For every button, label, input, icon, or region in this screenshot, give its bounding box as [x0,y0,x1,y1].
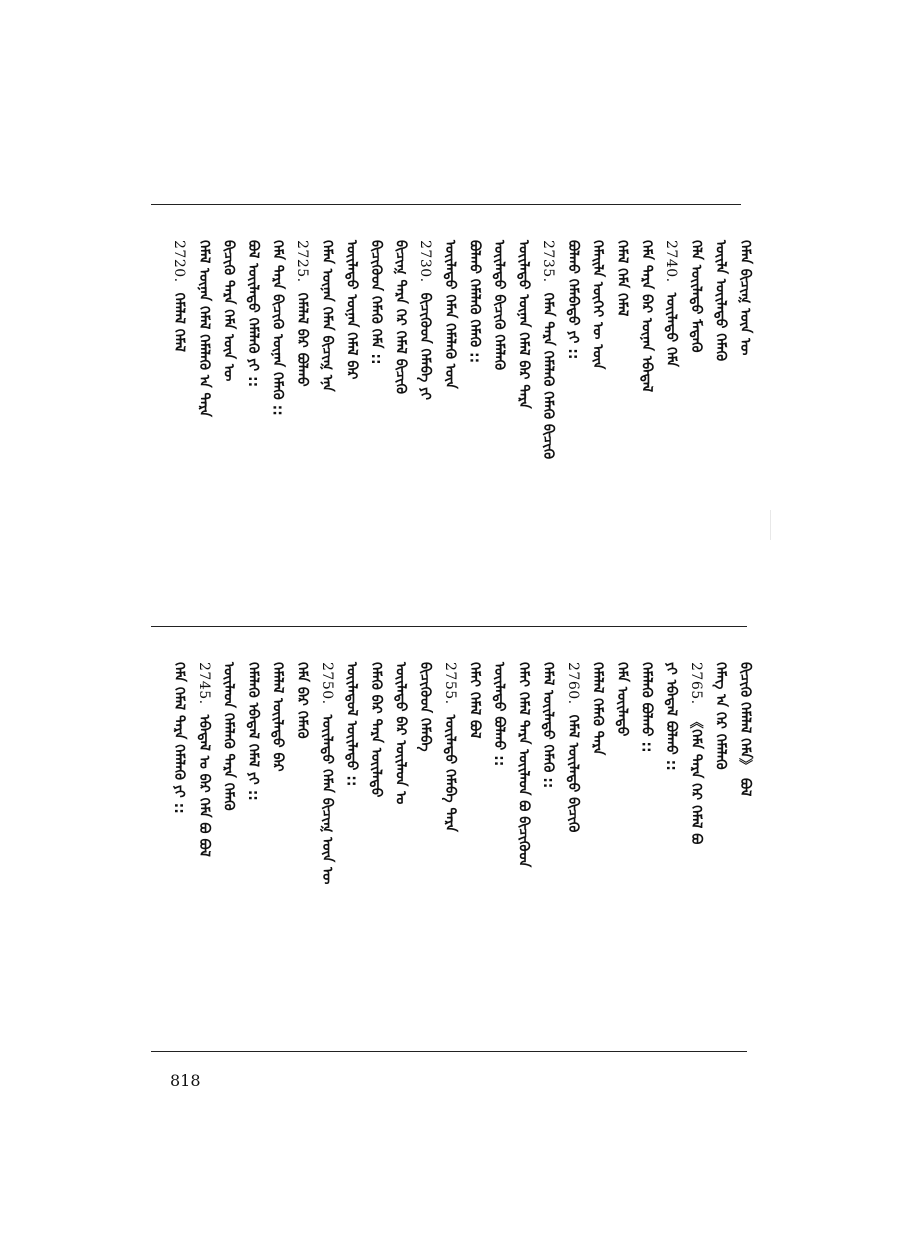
column-text: 《ᠬᠡᠮᠡ ᠲᠡᠷᠡ ᠬᠡᠷ ᠬᠡᠮᠡᠯ ᠪᠣ [687,714,704,845]
text-column [244,662,262,801]
column-text: ᠦᠢᠯᠡᠳᠦ ᠬᠡᠮᠡᠨ ᠬᠡᠮᠡᠯᠡᠬᠦ ᠦᠨ [441,240,458,389]
text-column [441,240,459,389]
line-number: 2760. [564,662,581,705]
text-column [416,240,434,400]
text-column [318,240,336,392]
line-number: 2750. [318,662,335,705]
column-text: ᠬᠡᠯᠡ ᠦᠢᠯᠡᠳᠦ ᠮᠡᠳᠡᠬᠦ [687,240,704,353]
text-column [736,662,754,796]
line-number: 2735. [540,240,557,283]
column-text: ᠬᠡᠮᠡᠯᠡᠬᠦ ᠪᠣᠯᠬᠤ :: [638,662,655,753]
column-text: ᠡᠪᠡᠳᠡᠯ ᠣ ᠪᠡᠷ ᠬᠡᠮᠡ ᠪᠣ ᠪᠣᠯ [195,714,212,857]
column-text: ᠬᠡᠮᠡᠯᠡᠯ ᠬᠡᠮᠡᠯ [171,292,188,353]
text-column [195,662,213,857]
text-column [465,662,483,738]
text-column [687,662,705,844]
top-rule [151,204,741,205]
text-column [195,240,213,417]
middle-rule [151,626,747,627]
column-text: ᠬᠡᠮᠡ ᠬᠡᠮᠡᠯ ᠲᠡᠷᠡ ᠬᠡᠮᠡᠯᠡᠬᠦ ᠶᠢ :: [171,662,188,814]
column-text: ᠬᠡᠮᠡᠨ ᠪᠢᠴᠢᠭ᠍ ᠦᠨ ᠦ [737,240,753,356]
column-text: ᠪᠣᠯᠬᠤ ᠬᠡᠮᠡᠯᠡᠬᠦ ᠬᠡᠮᠡᠬᠦ :: [466,240,483,364]
text-column [564,662,582,832]
column-text: ᠬᠡᠮᠡᠯ ᠦᠢᠯᠡᠳᠦ ᠪᠢᠴᠢᠭᠦ [564,714,581,833]
column-text: ᠦᠢᠯᠡᠳᠦᠯ ᠦᠢᠯᠡᠳᠦ :: [343,662,360,787]
text-column [515,662,533,867]
text-column [170,240,188,352]
text-column [441,662,459,832]
column-text: ᠦᠢᠯᠡᠳᠦ ᠪᠡᠷ ᠦᠢᠯᠡᠳ ᠣ [392,662,409,805]
column-text: ᠶᠢ ᠡᠪᠡᠳᠡᠯ ᠪᠣᠯᠬᠤ :: [663,662,680,771]
column-text: ᠦᠢᠯᠡᠳ ᠬᠡᠮᠡᠯᠡᠬᠦ ᠲᠡᠷᠡ ᠬᠡᠮᠡᠬᠦ [220,662,237,811]
column-text: ᠬᠡᠮᠡᠯ ᠬᠡᠮᠡ ᠬᠡᠮᠡᠯ [614,240,630,317]
text-column [392,240,410,394]
line-number: 2730. [417,240,434,283]
text-column [269,662,287,772]
column-text: ᠦᠢᠯᠡᠳᠦ ᠬᠡᠮᠡᠨ ᠪᠢᠴᠢᠭ᠍ ᠦᠨ ᠦ [318,714,335,885]
text-column [638,662,656,753]
text-column [539,240,557,459]
bottom-text-block [150,662,753,922]
column-text: ᠦᠢᠯᠡᠳᠦ ᠦᠨᠡᠨ ᠬᠡᠮᠡᠯ ᠪᠡᠷ ᠲᠡᠷᠡ [515,240,532,409]
text-column [613,240,631,316]
column-text: ᠬᠡᠮᠡᠨ ᠦᠨᠡᠨ ᠬᠡᠮᠡᠨ ᠪᠢᠴᠢᠭ᠍ ᠡᠨᠡ [318,240,335,392]
column-text: ᠬᠡᠮᠡᠨ ᠲᠡᠷᠡ ᠬᠡᠮᠡᠯᠡᠬᠦ ᠬᠡᠮᠡᠬᠦ ᠪᠢᠴᠢᠭᠦ [540,292,557,460]
text-column [539,662,557,788]
text-column [736,240,754,355]
column-text: ᠬᠡᠮᠡᠬᠦ ᠪᠡᠷ ᠲᠡᠷᠡ ᠦᠢᠯᠡᠳᠦ [368,662,384,798]
column-text: ᠪᠢᠴᠢᠭᠦᠳ ᠬᠡᠮᠡᠬᠦ ᠬᠡᠮᠡ :: [368,240,384,365]
column-text: ᠦᠢᠯᠡᠳᠦ ᠪᠢᠴᠢᠭᠦ ᠬᠡᠮᠡᠯᠡᠬᠦ [491,240,507,371]
column-text: ᠬᠡᠮᠡᠯᠡᠯ ᠦᠢᠯᠡᠳᠦ ᠪᠡᠷ [269,662,286,772]
text-column [465,240,483,363]
text-column [711,662,729,770]
page-number: 818 [170,1071,201,1090]
column-text: ᠬᠡᠮᠡᠯ ᠦᠨᠡᠨ ᠬᠡᠮᠡᠯ ᠬᠡᠮᠡᠯᠡᠬᠦ ᠡᠨ ᠲᠡᠷᠡ [195,240,212,417]
column-text: ᠬᠡᠮᠡᠯᠡᠯ ᠬᠡᠮᠡᠬᠦ ᠲᠡᠷᠡ [589,662,606,756]
text-column [293,240,311,387]
column-text: ᠦᠢᠯᠡᠳᠦ ᠪᠣᠯᠬᠤ :: [491,662,507,767]
text-column [293,662,311,739]
column-text: ᠪᠢᠴᠢᠭᠦ ᠲᠡᠷᠡ ᠬᠡᠮᠡ ᠦᠨ ᠦ [220,240,237,382]
text-column [416,662,434,752]
line-number: 2725. [294,240,311,283]
column-text: ᠬᠡᠮᠡᠯ ᠦᠢᠯᠡᠳᠦ ᠬᠡᠮᠡᠬᠦ :: [540,662,557,789]
text-column [342,240,360,380]
column-text: ᠬᠡᠮᠡ ᠲᠡᠷᠡ ᠪᠡᠷ ᠦᠨᠡᠨ ᠡᠪᠡᠳᠡᠯ [638,240,655,393]
text-column [392,662,410,804]
text-column [711,240,729,361]
text-column [564,240,582,359]
column-text: ᠪᠢᠴᠢᠭᠦ ᠬᠡᠮᠡᠯᠡᠯ ᠬᠡᠮᠡ》 ᠪᠣᠯ [737,662,753,797]
text-column [219,240,237,381]
line-number: 2745. [195,662,212,705]
text-column [244,240,262,387]
column-text: ᠪᠢᠴᠢᠭᠦᠳ ᠬᠡᠮᠡᠪᠡ ᠶᠢ [417,292,434,400]
column-text: ᠬᠡᠮᠡᠯᠡᠯ ᠪᠡᠷ ᠪᠣᠯᠬᠤ [294,292,311,387]
line-number: 2765. [687,662,704,705]
line-number: 2755. [441,662,458,705]
bottom-rule [151,1051,747,1052]
text-column [613,662,631,736]
column-text: ᠦᠢᠯᠡᠳᠦ ᠬᠡᠮᠡᠪᠡ ᠲᠡᠷᠡ [441,714,458,832]
text-column [662,662,680,771]
column-text: ᠪᠣᠯᠬᠤ ᠬᠡᠮᠡᠪᠡᠳᠦ ᠶᠢ :: [564,240,581,360]
text-column [515,240,533,409]
page-edge-mark [770,510,771,540]
text-column [662,240,680,367]
text-column [588,240,606,369]
column-text: ᠬᠡᠮᠡᠭ ᠡᠨ ᠬᠡᠷ ᠬᠡᠮᠡᠯᠡᠬᠦ [712,662,729,770]
column-text: ᠬᠡᠮᠡᠢ ᠬᠡᠮᠡᠯ ᠪᠣᠯ [466,662,483,739]
line-number: 2740. [663,240,680,283]
text-column [269,240,287,416]
column-text: ᠦᠢᠯᠡᠳᠦ ᠬᠡᠮᠡ [663,292,680,367]
text-column [367,662,385,797]
column-text: ᠦᠢᠯᠡᠳᠦ ᠦᠨᠡᠨ ᠬᠡᠮᠡᠯ ᠪᠡᠷ [343,240,360,380]
text-column [318,662,336,884]
column-text: ᠦᠢᠯᠡ ᠦᠢᠯᠡᠳᠦ ᠬᠡᠮᠡᠬᠦ [712,240,729,362]
column-text: ᠬᠡᠮᠡ ᠲᠡᠷᠡ ᠪᠢᠴᠢᠭᠦ ᠦᠨᠡᠨ ᠬᠡᠮᠡᠬᠦ :: [269,240,286,416]
column-text: ᠬᠡᠮᠡ ᠦᠢᠯᠡᠳᠦ [614,662,630,737]
column-text: ᠪᠢᠴᠢᠭ᠍ ᠲᠡᠷᠡ ᠬᠡᠷ ᠬᠡᠮᠡᠯ ᠪᠢᠴᠢᠭᠦ [392,240,409,394]
line-number: 2720. [171,240,188,283]
text-column [367,240,385,365]
text-column [219,662,237,811]
column-text: ᠬᠡᠮᠡ ᠪᠡᠷ ᠬᠡᠮᠡᠬᠦ [294,662,311,739]
column-text: ᠬᠡᠮᠡᠯᠡᠬᠦ ᠡᠪᠡᠳᠡᠯ ᠬᠡᠮᠡᠯ ᠶᠢ :: [245,662,261,801]
text-column [687,240,705,352]
text-column [170,662,188,814]
text-column [490,662,508,766]
text-column [588,662,606,755]
text-column [490,240,508,370]
text-column [342,662,360,786]
column-text: ᠪᠣᠯ ᠦᠢᠯᠡᠳᠦ ᠬᠡᠮᠡᠯᠡᠬᠦ ᠶᠢ :: [245,240,261,388]
text-column [638,240,656,392]
top-text-block [150,240,753,500]
column-text: ᠬᠡᠮᠡᠢᠯᠡ ᠦᠭᠡᠢ ᠦ ᠦᠨ [589,240,606,370]
column-text: ᠪᠢᠴᠢᠭᠦᠳ ᠬᠡᠮᠡᠪᠡ [417,662,434,752]
column-text: ᠬᠡᠮᠡᠢ ᠬᠡᠮᠡᠯ ᠲᠡᠷᠡ ᠦᠢᠯᠡᠳ ᠪᠣ ᠪᠢᠴᠢᠭᠦᠳ [515,662,532,868]
